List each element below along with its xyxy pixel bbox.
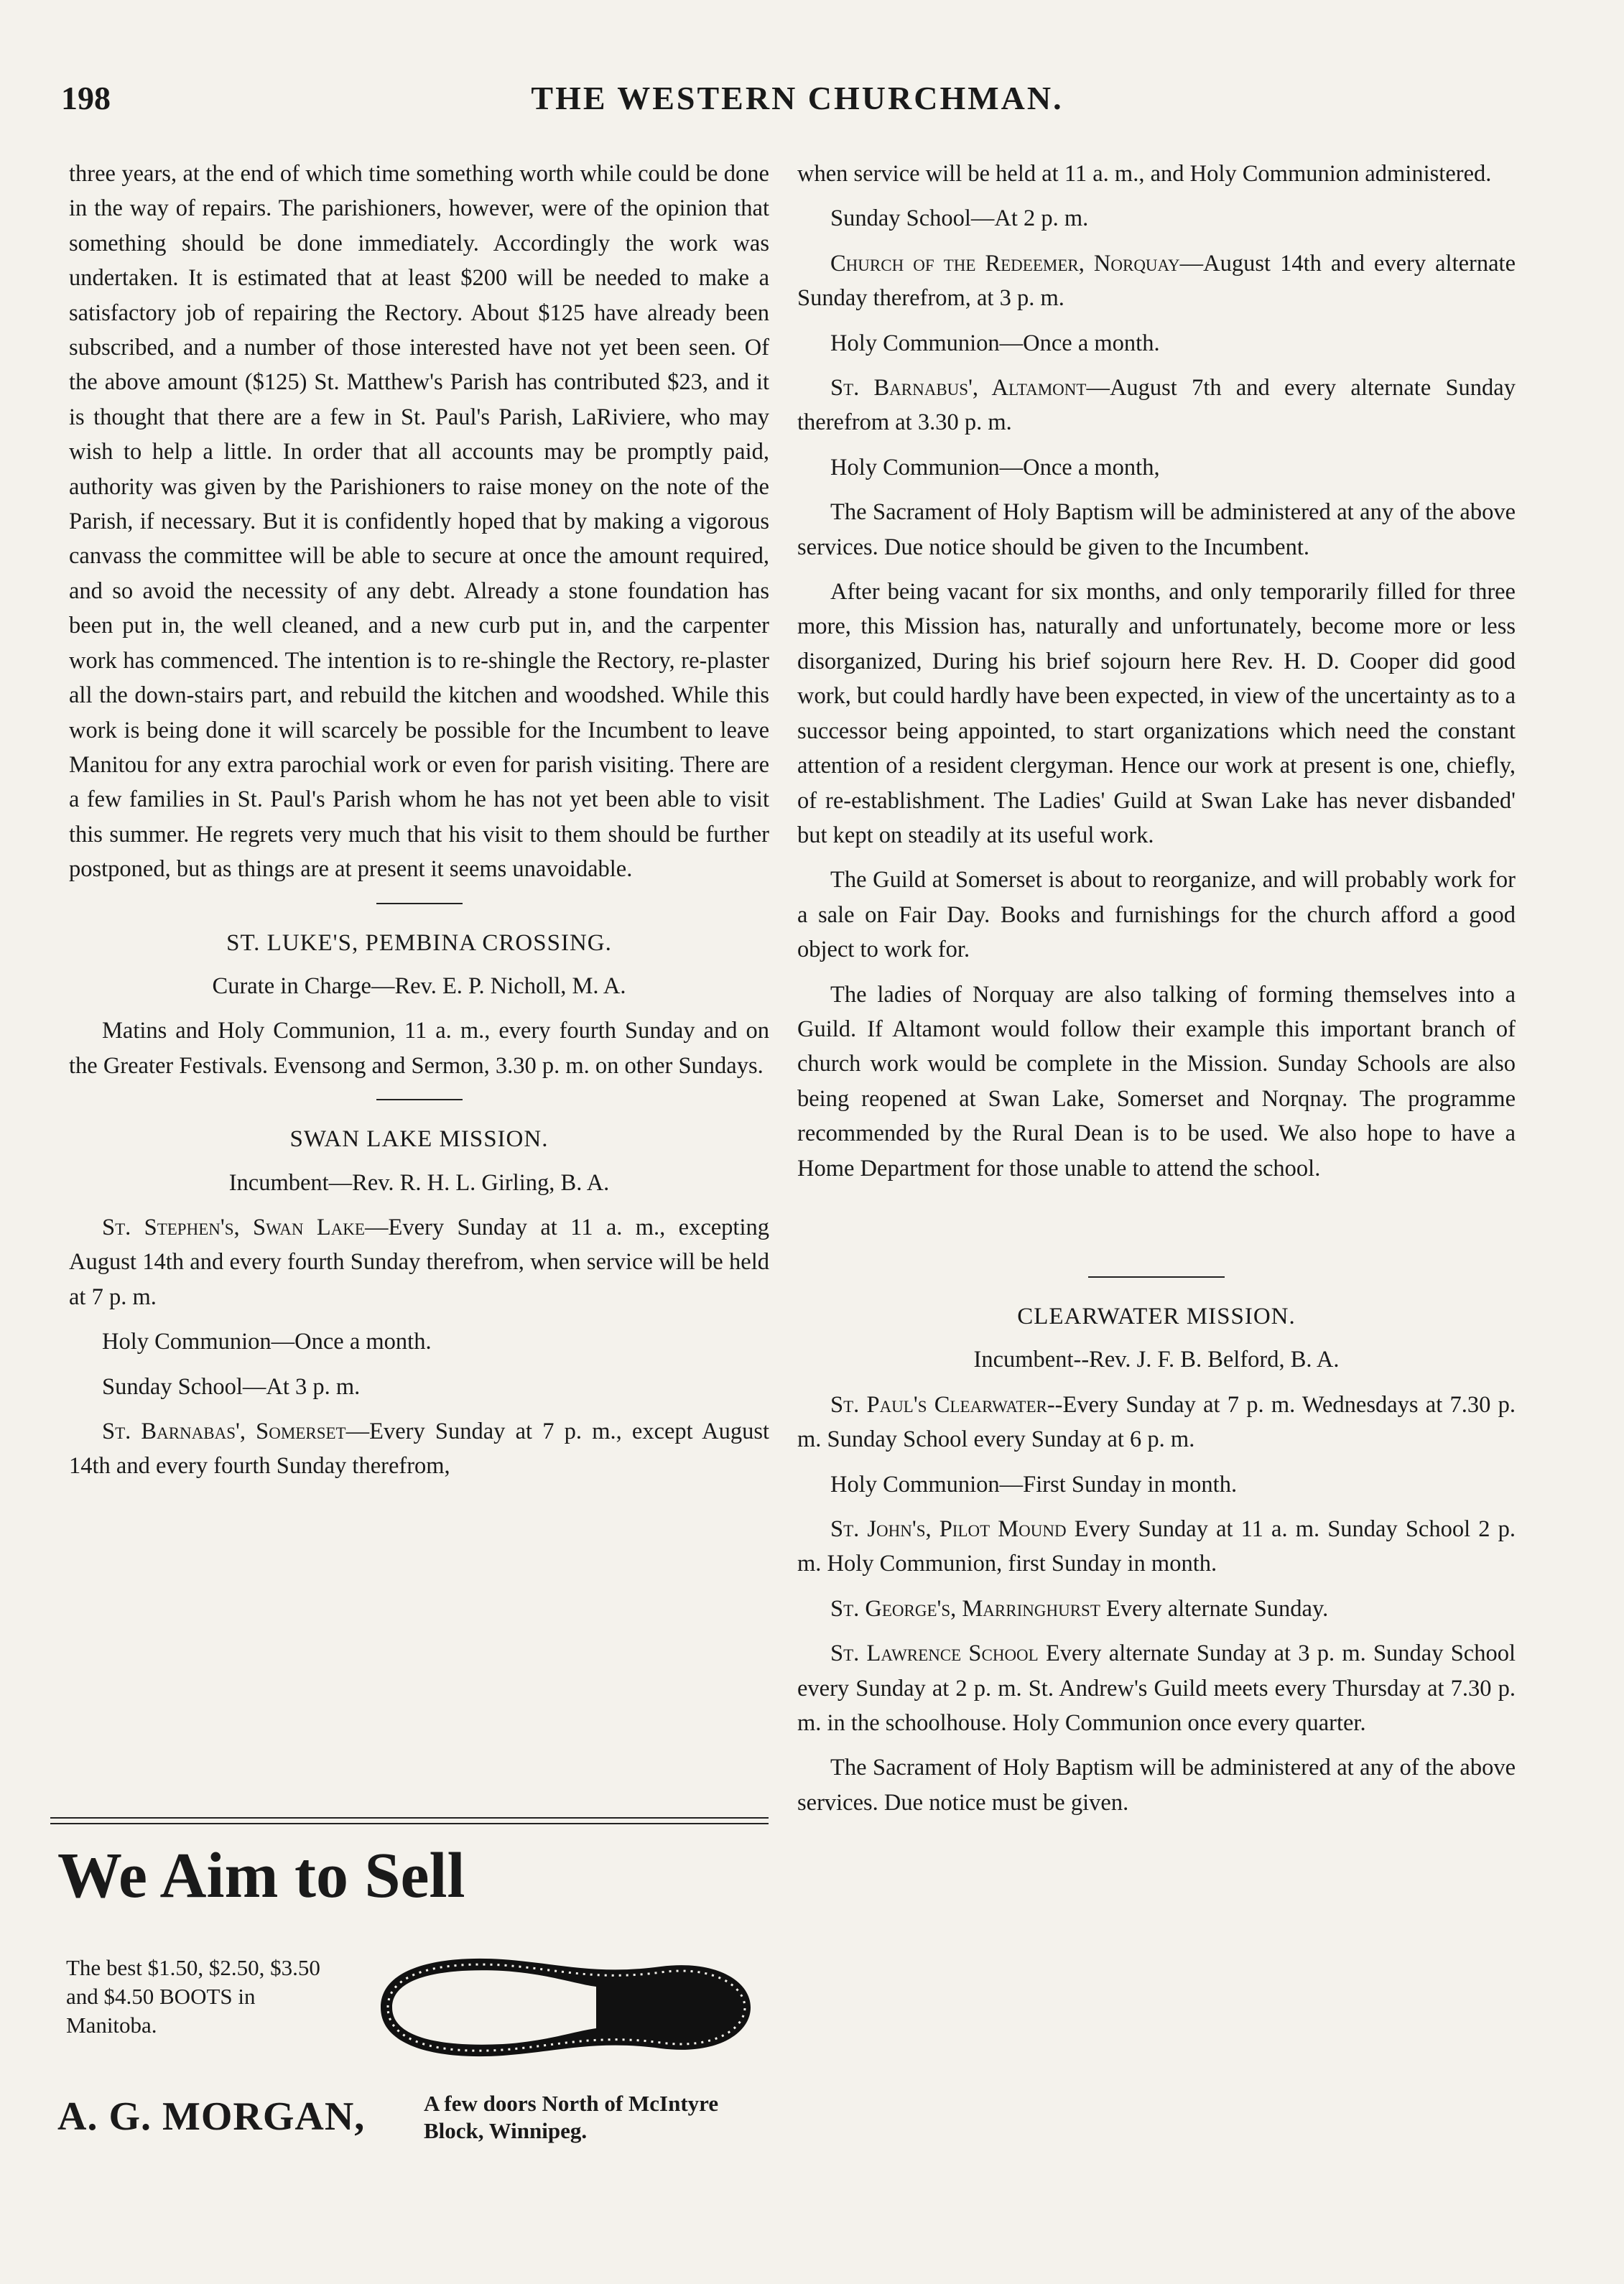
redeemer-text: —August 14th and every alternate Sunday therefrom, at 3 p. m.: [797, 250, 1516, 312]
st-lawrence-name: St. Lawrence School: [830, 1640, 1039, 1667]
altamont-holy-communion: Holy Communion—Once a month,: [830, 454, 1160, 481]
st-lawrence-text: Every alternate Sunday at 3 p. m. Sunday School every Sunday at 2 p. m. St. Andrew's Guild meets every Thursday at 7.30 p. m. in the schoolhouse. Holy Communion once every quarter.: [797, 1640, 1516, 1737]
boot-advertisement: [50, 1817, 769, 2191]
swan-lake-incumbent: Incumbent—Rev. R. H. L. Girling, B. A.: [228, 1169, 610, 1196]
st-stephens-services: [69, 1210, 769, 1314]
swan-lake-heading: SWAN LAKE MISSION.: [289, 1126, 549, 1153]
redeemer-name: Church of the Redeemer, Norquay: [830, 250, 1180, 277]
ad-slogan: We Aim to Sell: [57, 1840, 465, 1911]
left-column: [69, 157, 769, 1494]
st-johns-services: [797, 1512, 1516, 1582]
section-divider: [376, 903, 463, 904]
journal-title: THE WESTERN CHURCHMAN.: [531, 80, 1064, 116]
section-divider: [376, 1099, 463, 1100]
st-georges-services: [797, 1592, 1516, 1626]
altamont-services: [797, 371, 1516, 440]
st-lukes-services: Matins and Holy Communion, 11 a. m., every fourth Sunday and on the Greater Festivals. Evensong and Sermon, 3.30 p. m. on other Sundays.: [69, 1018, 769, 1079]
st-lukes-curate: Curate in Charge—Rev. E. P. Nicholl, M. A.: [212, 972, 626, 999]
st-lawrence-services: [797, 1636, 1516, 1740]
st-johns-text: Every Sunday at 11 a. m. Sunday School 2 p. m. Holy Communion, first Sunday in month.: [797, 1516, 1516, 1577]
st-pauls-clearwater-services: [797, 1388, 1516, 1457]
st-barnabas-somerset-name: St. Barnabas', Somerset: [102, 1419, 346, 1444]
somerset-guild-paragraph: The Guild at Somerset is about to reorganize, and will probably work for a sale on Fair Day. Books and furnishings for the church afford a good object to work for.: [797, 867, 1516, 963]
st-stephens-name: St. Stephen's, Swan Lake: [102, 1214, 365, 1240]
mission-vacant-paragraph: After being vacant for six months, and only temporarily filled for three more, this Mission has, naturally and unfortunately, become more or less disorganized, During his brief sojourn here Rev. H. D. Cooper did good work, but could hardly have been expected, in view of the uncertainty as to a successor being appointed, to start organizations which need the constant attention of a resident clergyman. Hence our work at present is one, chiefly, of re-establishment. The Ladies' Guild at Swan Lake has never disbanded' but kept on steadily at its useful work.: [797, 579, 1516, 848]
ad-merchant-address: A few doors North of McIntyre Block, Winnipeg.: [424, 2091, 719, 2143]
somerset-continued: when service will be held at 11 a. m., and Holy Communion administered.: [797, 161, 1492, 187]
right-column: [797, 157, 1516, 1830]
altamont-text: —August 7th and every alternate Sunday therefrom at 3.30 p. m.: [797, 375, 1516, 436]
st-lukes-heading: ST. LUKE'S, PEMBINA CROSSING.: [226, 929, 612, 956]
norquay-ladies-paragraph: The ladies of Norquay are also talking of forming themselves into a Guild. If Altamont would follow their example this important branch of church work would be complete in the Mission. Sunday Schools are also being reopened at Swan Lake, Somerset and Norqnay. The programme recommended by the Rural Dean is to be used. We also hope to have a Home Department for those unable to attend the school.: [797, 981, 1516, 1182]
st-stephens-text: —Every Sunday at 11 a. m., excepting August 14th and every fourth Sunday therefrom, when service will be held at 7 p. m.: [69, 1214, 769, 1310]
ad-merchant-name: A. G. MORGAN,: [57, 2094, 366, 2139]
clearwater-incumbent: Incumbent--Rev. J. F. B. Belford, B. A.: [973, 1347, 1340, 1373]
ad-boot-prices: The best $1.50, $2.50, $3.50 and $4.50 BOOTS in Manitoba.: [66, 1955, 320, 2038]
st-johns-name: St. John's, Pilot Mound: [830, 1516, 1067, 1542]
st-pauls-clearwater-name: St. Paul's Clearwater: [830, 1391, 1047, 1418]
somerset-sunday-school: Sunday School—At 2 p. m.: [830, 205, 1089, 232]
st-barnabas-somerset-services: [69, 1414, 769, 1484]
rectory-repairs-paragraph: three years, at the end of which time something worth while could be done in the way of repairs. The parishioners, however, were of the opinion that something should be done immediately. Accordingly the work was undertaken. It is estimated that at least $200 will be needed to make a satisfactory job of repairing the Rectory. About $125 have already been subscribed, and a number of those interested have not yet been seen. Of the above amount ($125) St. Matthew's Parish has contributed $23, and it is thought that there are a few in St. Paul's Parish, LaRiviere, who may wish to help a little. In order that all accounts may be promptly paid, authority was given by the Parishioners to raise money on the note of the Parish, if necessary. But it is confidently hoped that by making a vigorous canvass the committee will be able to secure at once the amount required, and so avoid the necessity of any debt. Already a stone foundation has been put in, the well cleaned, and a new curb put in, and the carpenter work has commenced. The intention is to re-shingle the Rectory, re-plaster all the down-stairs part, and rebuild the kitchen and woodshed. While this work is being done it will scarcely be possible for the Incumbent to leave Manitou for any extra parochial work or even for parish visiting. There are a few families in St. Paul's Parish whom he has not yet been able to visit this summer. He regrets very much that his visit to them should be further postponed, but as things are at present it seems unavoidable.: [69, 161, 769, 883]
st-georges-name: St. George's, Marringhurst: [830, 1595, 1100, 1622]
clearwater-holy-communion: Holy Communion—First Sunday in month.: [830, 1471, 1238, 1498]
swan-lake-holy-communion: Holy Communion—Once a month.: [102, 1329, 432, 1355]
ad-top-rule: [50, 1817, 769, 1824]
page-header: [61, 79, 1533, 129]
st-barnabas-somerset-text: —Every Sunday at 7 p. m., except August 14th and every fourth Sunday therefrom,: [69, 1419, 769, 1480]
clearwater-heading: CLEARWATER MISSION.: [1017, 1303, 1296, 1329]
altamont-name: St. Barnabus', Altamont: [830, 375, 1087, 401]
st-pauls-clearwater-text: --Every Sunday at 7 p. m. Wednesdays at 7.30 p. m. Sunday School every Sunday at 6 p. m.: [797, 1391, 1516, 1453]
page-number: 198: [61, 80, 111, 116]
section-divider: [1088, 1276, 1225, 1278]
norquay-holy-communion: Holy Communion—Once a month.: [830, 330, 1160, 356]
swan-lake-sunday-school: Sunday School—At 3 p. m.: [102, 1373, 361, 1400]
st-georges-text: Every alternate Sunday.: [1100, 1595, 1329, 1622]
clearwater-baptism-notice: The Sacrament of Holy Baptism will be administered at any of the above services. Due notice must be given.: [797, 1755, 1516, 1816]
boot-sole-icon: [359, 1946, 761, 2069]
swan-lake-baptism-notice: The Sacrament of Holy Baptism will be administered at any of the above services. Due notice should be given to the Incumbent.: [797, 499, 1516, 560]
redeemer-services: [797, 246, 1516, 316]
